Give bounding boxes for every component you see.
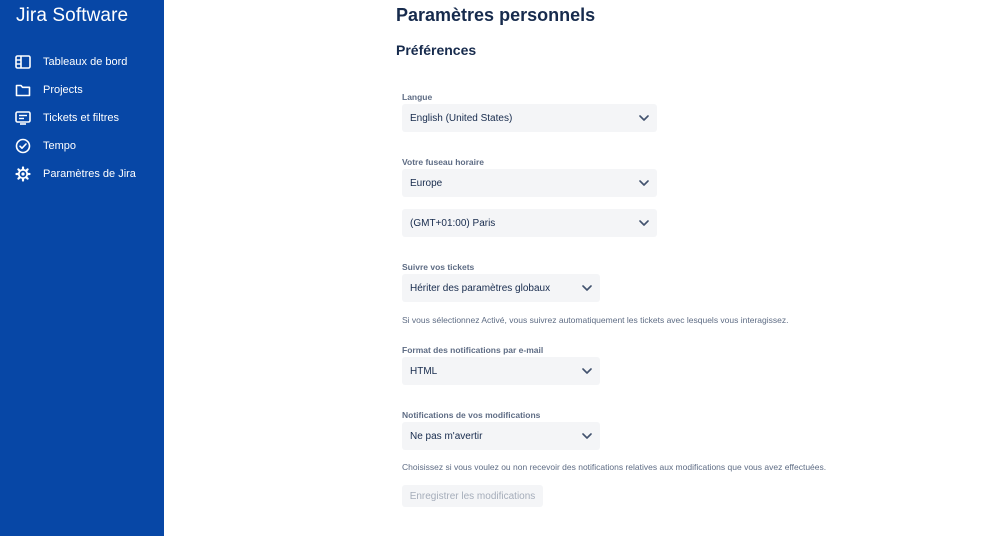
chevron-down-icon bbox=[582, 283, 592, 293]
sidebar-item-projects[interactable] bbox=[14, 78, 83, 102]
timezone-zone-select[interactable] bbox=[402, 209, 657, 237]
sidebar-item-tempo[interactable] bbox=[14, 134, 76, 158]
watch-select[interactable] bbox=[402, 274, 600, 302]
chevron-down-icon bbox=[639, 218, 649, 228]
dashboard-icon bbox=[14, 53, 32, 71]
language-value: English (United States) bbox=[410, 112, 513, 124]
language-label: Langue bbox=[402, 92, 433, 102]
sidebar-item-label: Tickets et filtres bbox=[43, 112, 119, 124]
sidebar bbox=[0, 0, 164, 536]
check-circle-icon bbox=[14, 137, 32, 155]
language-select[interactable] bbox=[402, 104, 657, 132]
timezone-region-value: Europe bbox=[410, 177, 443, 189]
sidebar-item-issues[interactable] bbox=[14, 106, 119, 130]
own-changes-help-text: Choisissez si vous voulez ou non recevoir des notifications relatives aux modifications que vous avez effectuées. bbox=[402, 462, 827, 472]
folder-icon bbox=[14, 81, 32, 99]
sidebar-item-label: Tempo bbox=[43, 140, 77, 152]
watch-value: Hériter des paramètres globaux bbox=[410, 282, 551, 294]
main-content bbox=[164, 0, 999, 536]
section-title: Préférences bbox=[396, 42, 477, 58]
gear-icon bbox=[14, 165, 32, 183]
save-button[interactable]: Enregistrer les modifications bbox=[402, 485, 543, 507]
app-brand[interactable]: Jira Software bbox=[16, 5, 129, 26]
own-changes-label: Notifications de vos modifications bbox=[402, 410, 541, 420]
sidebar-item-label: Projects bbox=[43, 84, 83, 96]
sidebar-item-jira-settings[interactable] bbox=[14, 162, 136, 186]
timezone-zone-value: (GMT+01:00) Paris bbox=[410, 217, 496, 229]
page-title: Paramètres personnels bbox=[396, 5, 596, 25]
watch-label: Suivre vos tickets bbox=[402, 262, 475, 272]
own-changes-value: Ne pas m'avertir bbox=[410, 430, 483, 442]
timezone-region-select[interactable] bbox=[402, 169, 657, 197]
watch-help-text: Si vous sélectionnez Activé, vous suivrez automatiquement les tickets avec lesquels vous interagissez. bbox=[402, 315, 789, 325]
chevron-down-icon bbox=[582, 431, 592, 441]
sidebar-item-label: Paramètres de Jira bbox=[43, 168, 136, 180]
sidebar-item-label: Tableaux de bord bbox=[43, 56, 128, 68]
chevron-down-icon bbox=[639, 178, 649, 188]
sidebar-item-dashboards[interactable] bbox=[14, 50, 127, 74]
chevron-down-icon bbox=[582, 366, 592, 376]
email-format-select[interactable] bbox=[402, 357, 600, 385]
timezone-label: Votre fuseau horaire bbox=[402, 157, 485, 167]
email-format-label: Format des notifications par e-mail bbox=[402, 345, 544, 355]
email-format-value: HTML bbox=[410, 365, 438, 377]
issues-icon bbox=[14, 109, 32, 127]
chevron-down-icon bbox=[639, 113, 649, 123]
own-changes-select[interactable] bbox=[402, 422, 600, 450]
